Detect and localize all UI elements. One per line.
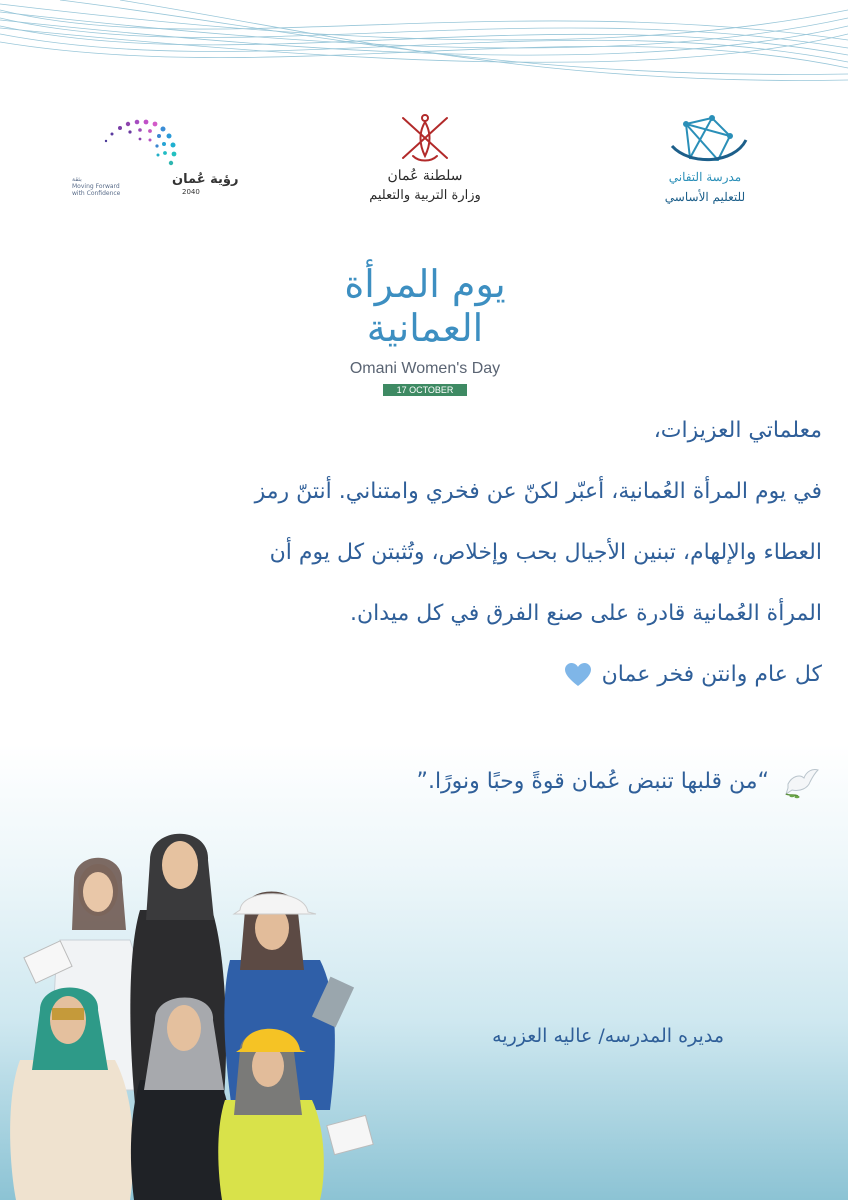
- letter-line-1: في يوم المرأة العُمانية، أعبّر لكنّ عن فخري وامتناني. أنتنّ رمز: [254, 479, 822, 504]
- decorative-wave-lines: [0, 0, 848, 90]
- oman-vision-2040-logo: [60, 110, 240, 210]
- vision-tagline: [72, 176, 120, 197]
- ministry-of-education-logo: [365, 110, 485, 210]
- omani-womens-day-title-block: [300, 262, 550, 397]
- vision-title: رؤية عُمان: [172, 172, 239, 187]
- school-logo: [650, 110, 760, 210]
- school-emblem-icon: [650, 110, 760, 168]
- school-line-2: للتعليم الأساسي: [664, 190, 746, 204]
- letter-greeting: معلماتي العزيزات،: [653, 418, 822, 443]
- letter-line-2: العطاء والإلهام، تبنين الأجيال بحب وإخلاص، وتُثبتن كل يوم أن: [269, 540, 822, 565]
- vision-year: 2040: [182, 188, 200, 196]
- vision-tagline-en-1: Moving Forward: [72, 183, 120, 190]
- logos-row: [0, 110, 848, 220]
- day-date-badge: 17 OCTOBER: [383, 384, 468, 396]
- quote-text: “من قلبها تنبض عُمان قوةً وحبًا ونورًا.”: [416, 769, 769, 794]
- quote-line: [42, 760, 822, 804]
- vision-tagline-en-2: with Confidence: [72, 190, 121, 197]
- principal-signature: مديره المدرسه/ عاليه العزريه: [492, 1025, 724, 1047]
- omani-women-illustration: [0, 830, 400, 1200]
- oman-emblem-icon: [365, 110, 485, 165]
- vision-tagline-ar: بثقة: [72, 176, 82, 183]
- dove-icon: [782, 764, 822, 800]
- letter-closing-line: [42, 644, 822, 705]
- letter-closing: كل عام وانتن فخر عمان: [601, 662, 822, 687]
- school-line-1: مدرسة التفاني: [668, 170, 742, 184]
- letter-body: [42, 400, 822, 705]
- day-title-en: Omani Women's Day: [349, 360, 501, 377]
- day-title-ar: يوم المرأة العمانية: [344, 262, 506, 350]
- letter-line-3: المرأة العُمانية قادرة على صنع الفرق في كل ميدان.: [350, 601, 822, 626]
- blue-heart-icon: [565, 663, 591, 687]
- ministry-line-2: وزارة التربية والتعليم: [369, 188, 481, 203]
- ministry-line-1: سلطنة عُمان: [387, 168, 463, 184]
